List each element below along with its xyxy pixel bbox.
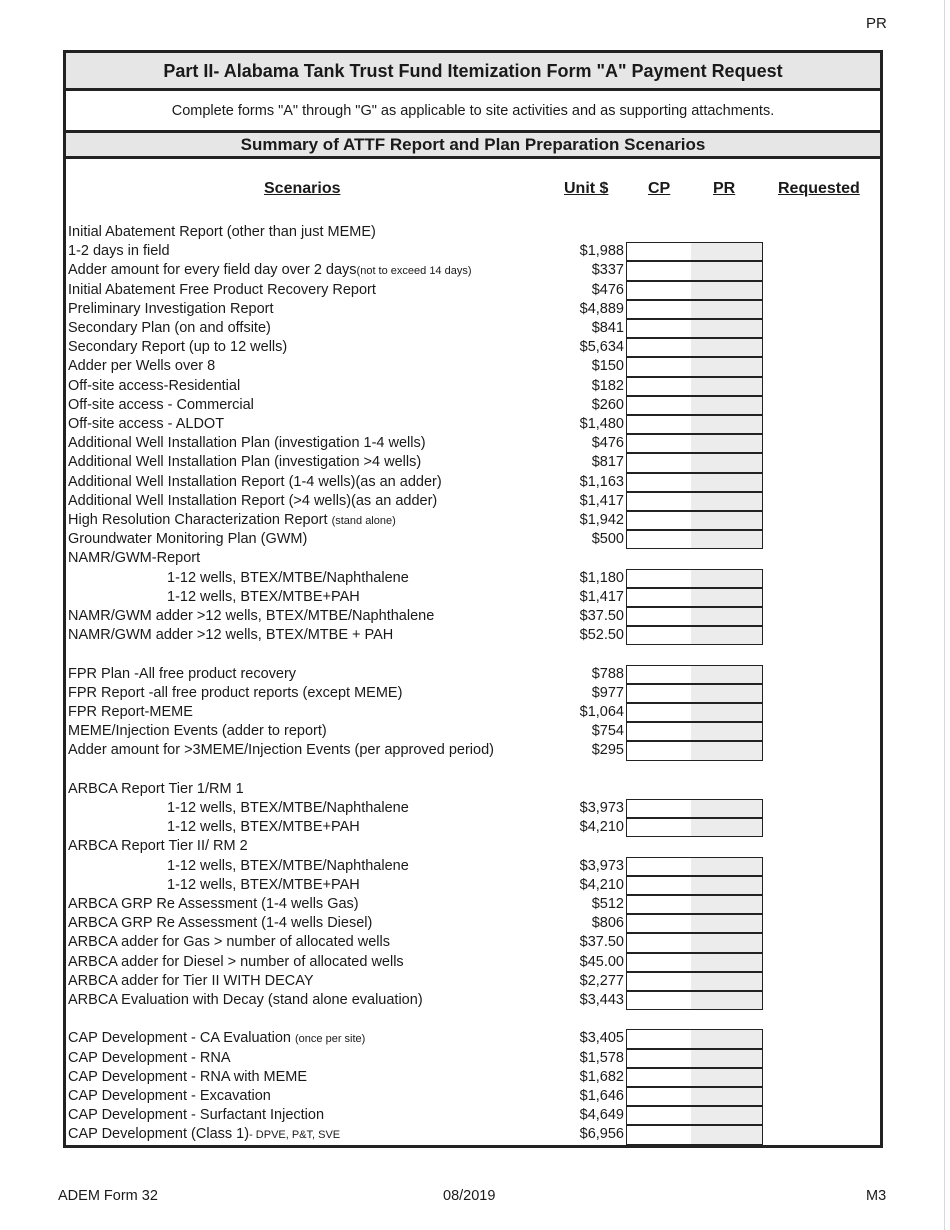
pr-input-box[interactable] [691, 1029, 763, 1048]
unit-price: $2,277 [579, 972, 624, 989]
unit-price: $841 [591, 320, 624, 336]
table-row [66, 857, 880, 876]
scenario-label [68, 415, 224, 434]
cp-input-box[interactable] [626, 396, 692, 415]
table-row [66, 357, 880, 376]
scenario-label-text: Additional Well Installation Report (1-4 wells)(as an adder) [68, 473, 442, 490]
scenario-label [167, 857, 409, 876]
table-row [66, 722, 880, 741]
scenario-label-text: CAP Development - Surfactant Injection [68, 1107, 325, 1124]
scenario-label [68, 396, 254, 415]
pr-input-box[interactable] [691, 972, 763, 991]
table-row [66, 492, 880, 511]
table-row [66, 223, 880, 242]
pr-input-box[interactable] [691, 703, 763, 722]
cp-input-box[interactable] [626, 588, 692, 607]
pr-input-box[interactable] [691, 377, 763, 396]
corner-mark: PR [866, 15, 887, 32]
cp-input-box[interactable] [626, 453, 692, 472]
pr-input-box[interactable] [691, 876, 763, 895]
scenario-label [68, 1029, 365, 1049]
scenario-label-text: 1-12 wells, BTEX/MTBE/Naphthalene [167, 800, 409, 816]
scenario-label [68, 991, 423, 1010]
unit-price: $1,417 [579, 492, 624, 509]
scenario-label [68, 837, 248, 856]
pr-input-box[interactable] [691, 1068, 763, 1087]
scenario-label [167, 569, 409, 588]
cp-input-box[interactable] [626, 300, 692, 319]
scenario-label [68, 953, 404, 972]
table-row [66, 914, 880, 933]
scenario-label-text: FPR Report-MEME [68, 704, 193, 720]
form-instruction: Complete forms "A" through "G" as applicable to site activities and as supporting attachments. [66, 91, 880, 133]
footer-form-name: ADEM Form 32 [58, 1188, 158, 1204]
scenario-label [68, 511, 396, 531]
form-title: Part II- Alabama Tank Trust Fund Itemization Form "A" Payment Request [66, 53, 880, 91]
scenario-note: (stand alone) [331, 515, 396, 527]
unit-price: $476 [591, 281, 624, 298]
pr-input-box[interactable] [691, 492, 763, 511]
footer-date: 08/2019 [443, 1188, 496, 1204]
cp-input-box[interactable] [626, 665, 692, 684]
cp-input-box[interactable] [626, 338, 692, 357]
cp-input-box[interactable] [626, 857, 692, 876]
table-row [66, 1087, 880, 1106]
unit-price: $4,210 [579, 819, 624, 836]
scenario-label [68, 300, 274, 319]
scenario-label-text: FPR Plan -All free product recovery [68, 665, 297, 682]
table-row [66, 837, 880, 856]
scenario-label [68, 319, 271, 338]
pr-input-box[interactable] [691, 569, 763, 588]
pr-input-box[interactable] [691, 857, 763, 876]
table-row [66, 972, 880, 991]
pr-input-box[interactable] [691, 722, 763, 741]
cp-input-box[interactable] [626, 722, 692, 741]
table-row [66, 876, 880, 895]
scenario-label [68, 972, 314, 991]
pr-input-box[interactable] [691, 281, 763, 300]
scenario-label [68, 914, 372, 933]
column-header-cp: CP [648, 180, 671, 197]
scenario-label-text: FPR Report -all free product reports (except MEME) [68, 684, 403, 701]
column-header-unit: Unit $ [564, 180, 609, 197]
table-row [66, 933, 880, 952]
scenario-label-text: Off-site access - Commercial [68, 396, 254, 413]
cp-input-box[interactable] [626, 1049, 692, 1068]
scenario-label-text: Initial Abatement Report (other than just MEME) [68, 224, 376, 240]
scenario-label [167, 588, 360, 607]
scenario-label-text: NAMR/GWM-Report [68, 550, 201, 567]
unit-price: $45.00 [579, 953, 624, 970]
unit-price: $6,956 [579, 1126, 624, 1143]
cp-input-box[interactable] [626, 415, 692, 434]
scenario-label [68, 1106, 324, 1125]
scenario-label [167, 799, 409, 818]
table-row [66, 741, 880, 760]
unit-price: $5,634 [579, 339, 624, 356]
scenario-label-text: 1-12 wells, BTEX/MTBE/Naphthalene [167, 857, 409, 874]
scenario-label [68, 895, 359, 914]
scenario-label [167, 818, 360, 837]
scenario-label [68, 703, 193, 722]
unit-price: $337 [591, 262, 624, 279]
pr-input-box[interactable] [691, 626, 763, 645]
unit-price: $1,417 [579, 588, 624, 605]
unit-price: $500 [591, 531, 624, 548]
scenario-label-text: ARBCA adder for Diesel > number of allocated wells [68, 953, 404, 970]
cp-input-box[interactable] [626, 991, 692, 1010]
pr-input-box[interactable] [691, 741, 763, 760]
table-row [66, 953, 880, 972]
cp-input-box[interactable] [626, 914, 692, 933]
scenario-label-text: ARBCA Evaluation with Decay (stand alone evaluation) [68, 992, 423, 1008]
pr-input-box[interactable] [691, 914, 763, 933]
pr-input-box[interactable] [691, 1125, 763, 1144]
scenario-note: (once per site) [295, 1033, 366, 1046]
unit-price: $150 [591, 358, 624, 375]
cp-input-box[interactable] [626, 818, 692, 837]
cp-input-box[interactable] [626, 511, 692, 530]
scenario-label-text: High Resolution Characterization Report [68, 512, 332, 528]
scenario-label-text: ARBCA GRP Re Assessment (1-4 wells Gas) [68, 896, 359, 912]
unit-price: $1,682 [579, 1068, 624, 1085]
table-row [66, 396, 880, 415]
pr-input-box[interactable] [691, 300, 763, 319]
unit-price: $295 [591, 742, 624, 759]
cp-input-box[interactable] [626, 684, 692, 703]
column-header-pr: PR [713, 180, 736, 197]
unit-price: $3,405 [579, 1030, 624, 1047]
table-row [66, 1125, 880, 1144]
cp-input-box[interactable] [626, 741, 692, 760]
table-row [66, 1068, 880, 1087]
scenario-label [68, 684, 402, 703]
table-row [66, 319, 880, 338]
scenario-label [68, 626, 393, 645]
unit-price: $754 [591, 723, 624, 740]
cp-input-box[interactable] [626, 281, 692, 300]
scenario-label-text: CAP Development - Excavation [68, 1088, 271, 1104]
table-row [66, 991, 880, 1010]
table-row [66, 338, 880, 357]
pr-input-box[interactable] [691, 818, 763, 837]
pr-input-box[interactable] [691, 607, 763, 626]
unit-price: $1,988 [579, 243, 624, 260]
scenario-label-text: ARBCA adder for Gas > number of allocated wells [68, 934, 390, 951]
cp-input-box[interactable] [626, 1106, 692, 1125]
scenario-label [68, 1049, 231, 1068]
scenario-label-text: ARBCA Report Tier 1/RM 1 [68, 780, 244, 797]
scenario-label [68, 607, 434, 626]
cp-input-box[interactable] [626, 473, 692, 492]
scenario-label-text: ARBCA adder for Tier II WITH DECAY [68, 972, 314, 989]
scenario-label-text: 1-12 wells, BTEX/MTBE+PAH [167, 588, 360, 605]
scenario-label [68, 722, 327, 741]
cp-input-box[interactable] [626, 876, 692, 895]
scenario-label [68, 741, 494, 760]
cp-input-box[interactable] [626, 569, 692, 588]
pr-input-box[interactable] [691, 530, 763, 549]
unit-price: $37.50 [579, 934, 624, 951]
table-row [66, 895, 880, 914]
cp-input-box[interactable] [626, 799, 692, 818]
table-row [66, 281, 880, 300]
table-row [66, 1029, 880, 1048]
scenario-label [167, 876, 360, 895]
table-row [66, 453, 880, 472]
cp-input-box[interactable] [626, 1068, 692, 1087]
pr-input-box[interactable] [691, 799, 763, 818]
scenario-label [68, 492, 437, 511]
scenario-label [68, 1125, 340, 1145]
table-row [66, 530, 880, 549]
table-row [66, 607, 880, 626]
unit-price: $1,480 [579, 416, 624, 432]
cp-input-box[interactable] [626, 261, 692, 280]
pr-input-box[interactable] [691, 473, 763, 492]
scenario-label-text: Additional Well Installation Report (>4 wells)(as an adder) [68, 492, 438, 509]
unit-price: $4,210 [579, 876, 624, 893]
pr-input-box[interactable] [691, 511, 763, 530]
scenario-label-text: 1-2 days in field [68, 243, 170, 260]
table-row [66, 665, 880, 684]
unit-price: $3,973 [579, 800, 624, 816]
unit-price: $512 [591, 896, 624, 912]
cp-input-box[interactable] [626, 357, 692, 376]
unit-price: $1,163 [579, 473, 624, 490]
scenario-label [68, 665, 296, 684]
scenario-label [68, 933, 390, 952]
unit-price: $476 [591, 435, 624, 452]
unit-price: $806 [591, 915, 624, 932]
cp-input-box[interactable] [626, 895, 692, 914]
cp-input-box[interactable] [626, 319, 692, 338]
cp-input-box[interactable] [626, 1029, 692, 1048]
unit-price: $37.50 [579, 608, 624, 624]
unit-price: $1,646 [579, 1088, 624, 1104]
pr-input-box[interactable] [691, 1087, 763, 1106]
pr-input-box[interactable] [691, 991, 763, 1010]
scenario-label-text: ARBCA GRP Re Assessment (1-4 wells Diesel) [68, 915, 373, 932]
cp-input-box[interactable] [626, 1125, 692, 1144]
scenario-label [68, 377, 240, 396]
cp-input-box[interactable] [626, 492, 692, 511]
scan-edge-line [944, 0, 945, 1230]
scenario-label-text: 1-12 wells, BTEX/MTBE+PAH [167, 876, 360, 893]
table-row [66, 780, 880, 799]
form-frame [63, 50, 883, 1148]
pr-input-box[interactable] [691, 933, 763, 952]
scenario-label [68, 223, 376, 242]
cp-input-box[interactable] [626, 953, 692, 972]
pr-input-box[interactable] [691, 588, 763, 607]
section-title: Summary of ATTF Report and Plan Preparation Scenarios [66, 133, 880, 159]
unit-price: $4,889 [579, 300, 624, 317]
pr-input-box[interactable] [691, 261, 763, 280]
scenario-label-text: CAP Development - RNA with MEME [68, 1068, 308, 1085]
scenario-label-text: Additional Well Installation Plan (investigation 1-4 wells) [68, 435, 426, 452]
scenario-label [68, 281, 376, 300]
unit-price: $1,180 [579, 569, 624, 586]
scenario-label-text: NAMR/GWM adder >12 wells, BTEX/MTBE/Naphthalene [68, 608, 435, 624]
scenario-label [68, 1068, 307, 1087]
scenario-label-text: 1-12 wells, BTEX/MTBE+PAH [167, 819, 360, 836]
unit-price: $1,578 [579, 1049, 624, 1066]
scenario-label [68, 549, 200, 568]
unit-price: $1,942 [579, 512, 624, 528]
scenario-label [68, 434, 426, 453]
column-header-scenarios: Scenarios [264, 180, 341, 197]
pr-input-box[interactable] [691, 396, 763, 415]
column-header-requested: Requested [778, 180, 860, 197]
scenario-label-text: CAP Development - RNA [68, 1049, 231, 1066]
scenario-label-text: Additional Well Installation Plan (investigation >4 wells) [68, 454, 422, 471]
pr-input-box[interactable] [691, 415, 763, 434]
pr-input-box[interactable] [691, 338, 763, 357]
cp-input-box[interactable] [626, 434, 692, 453]
table-row [66, 242, 880, 261]
cp-input-box[interactable] [626, 607, 692, 626]
table-row [66, 473, 880, 492]
pr-input-box[interactable] [691, 319, 763, 338]
cp-input-box[interactable] [626, 242, 692, 261]
table-row [66, 549, 880, 568]
scenario-label-text: Secondary Plan (on and offsite) [68, 320, 271, 336]
table-row [66, 415, 880, 434]
scenario-label [68, 261, 472, 281]
table-row [66, 799, 880, 818]
scenario-label-text: NAMR/GWM adder >12 wells, BTEX/MTBE + PAH [68, 627, 394, 644]
pr-input-box[interactable] [691, 434, 763, 453]
cp-input-box[interactable] [626, 933, 692, 952]
pr-input-box[interactable] [691, 684, 763, 703]
table-row [66, 1106, 880, 1125]
scenario-label [68, 530, 307, 549]
pr-input-box[interactable] [691, 665, 763, 684]
scenario-label-text: ARBCA Report Tier II/ RM 2 [68, 838, 248, 855]
cp-input-box[interactable] [626, 1087, 692, 1106]
scenario-label [68, 473, 442, 492]
table-row [66, 300, 880, 319]
scenario-label-text: CAP Development - CA Evaluation [68, 1030, 296, 1047]
pr-input-box[interactable] [691, 242, 763, 261]
table-row [66, 434, 880, 453]
table-row [66, 818, 880, 837]
unit-price: $1,064 [579, 704, 624, 720]
table-row [66, 569, 880, 588]
scenario-label [68, 338, 287, 357]
pr-input-box[interactable] [691, 895, 763, 914]
scenario-note: - DPVE, P&T, SVE [249, 1129, 341, 1142]
scenario-label-text: Adder amount for every field day over 2 days [68, 262, 357, 279]
cp-input-box[interactable] [626, 703, 692, 722]
scenario-label-text: MEME/Injection Events (adder to report) [68, 723, 327, 740]
scenario-label-text: Off-site access - ALDOT [68, 416, 225, 432]
cp-input-box[interactable] [626, 626, 692, 645]
scenario-label-text: Secondary Report (up to 12 wells) [68, 339, 288, 356]
scenario-note: (not to exceed 14 days) [356, 265, 472, 278]
pr-input-box[interactable] [691, 453, 763, 472]
footer-page-code: M3 [866, 1188, 887, 1204]
table-row [66, 626, 880, 645]
scenario-label [68, 780, 244, 799]
scenario-label [68, 242, 170, 261]
pr-input-box[interactable] [691, 1049, 763, 1068]
scenario-label-text: 1-12 wells, BTEX/MTBE/Naphthalene [167, 569, 409, 586]
cp-input-box[interactable] [626, 530, 692, 549]
table-row [66, 684, 880, 703]
scenario-label-text: Groundwater Monitoring Plan (GWM) [68, 531, 308, 548]
scenario-label-text: Off-site access-Residential [68, 377, 241, 394]
cp-input-box[interactable] [626, 972, 692, 991]
pr-input-box[interactable] [691, 1106, 763, 1125]
scenario-label-text: Adder amount for >3MEME/Injection Events (per approved period) [68, 742, 494, 759]
unit-price: $4,649 [579, 1107, 624, 1124]
table-row [66, 1049, 880, 1068]
unit-price: $3,973 [579, 857, 624, 874]
pr-input-box[interactable] [691, 953, 763, 972]
cp-input-box[interactable] [626, 377, 692, 396]
table-row [66, 511, 880, 530]
unit-price: $788 [591, 665, 624, 682]
table-row [66, 703, 880, 722]
unit-price: $817 [591, 454, 624, 471]
unit-price: $3,443 [579, 992, 624, 1008]
unit-price: $52.50 [579, 627, 624, 644]
scenario-label [68, 357, 215, 376]
table-row [66, 588, 880, 607]
scenario-label [68, 453, 421, 472]
unit-price: $182 [591, 377, 624, 394]
scenario-label-text: Initial Abatement Free Product Recovery Report [68, 281, 376, 298]
unit-price: $977 [591, 684, 624, 701]
table-row [66, 377, 880, 396]
scenario-label-text: Adder per Wells over 8 [68, 358, 216, 375]
pr-input-box[interactable] [691, 357, 763, 376]
unit-price: $260 [591, 396, 624, 413]
scenario-label-text: CAP Development (Class 1) [68, 1126, 250, 1143]
table-row [66, 261, 880, 280]
scenario-label-text: Preliminary Investigation Report [68, 300, 274, 317]
scenario-label [68, 1087, 271, 1106]
